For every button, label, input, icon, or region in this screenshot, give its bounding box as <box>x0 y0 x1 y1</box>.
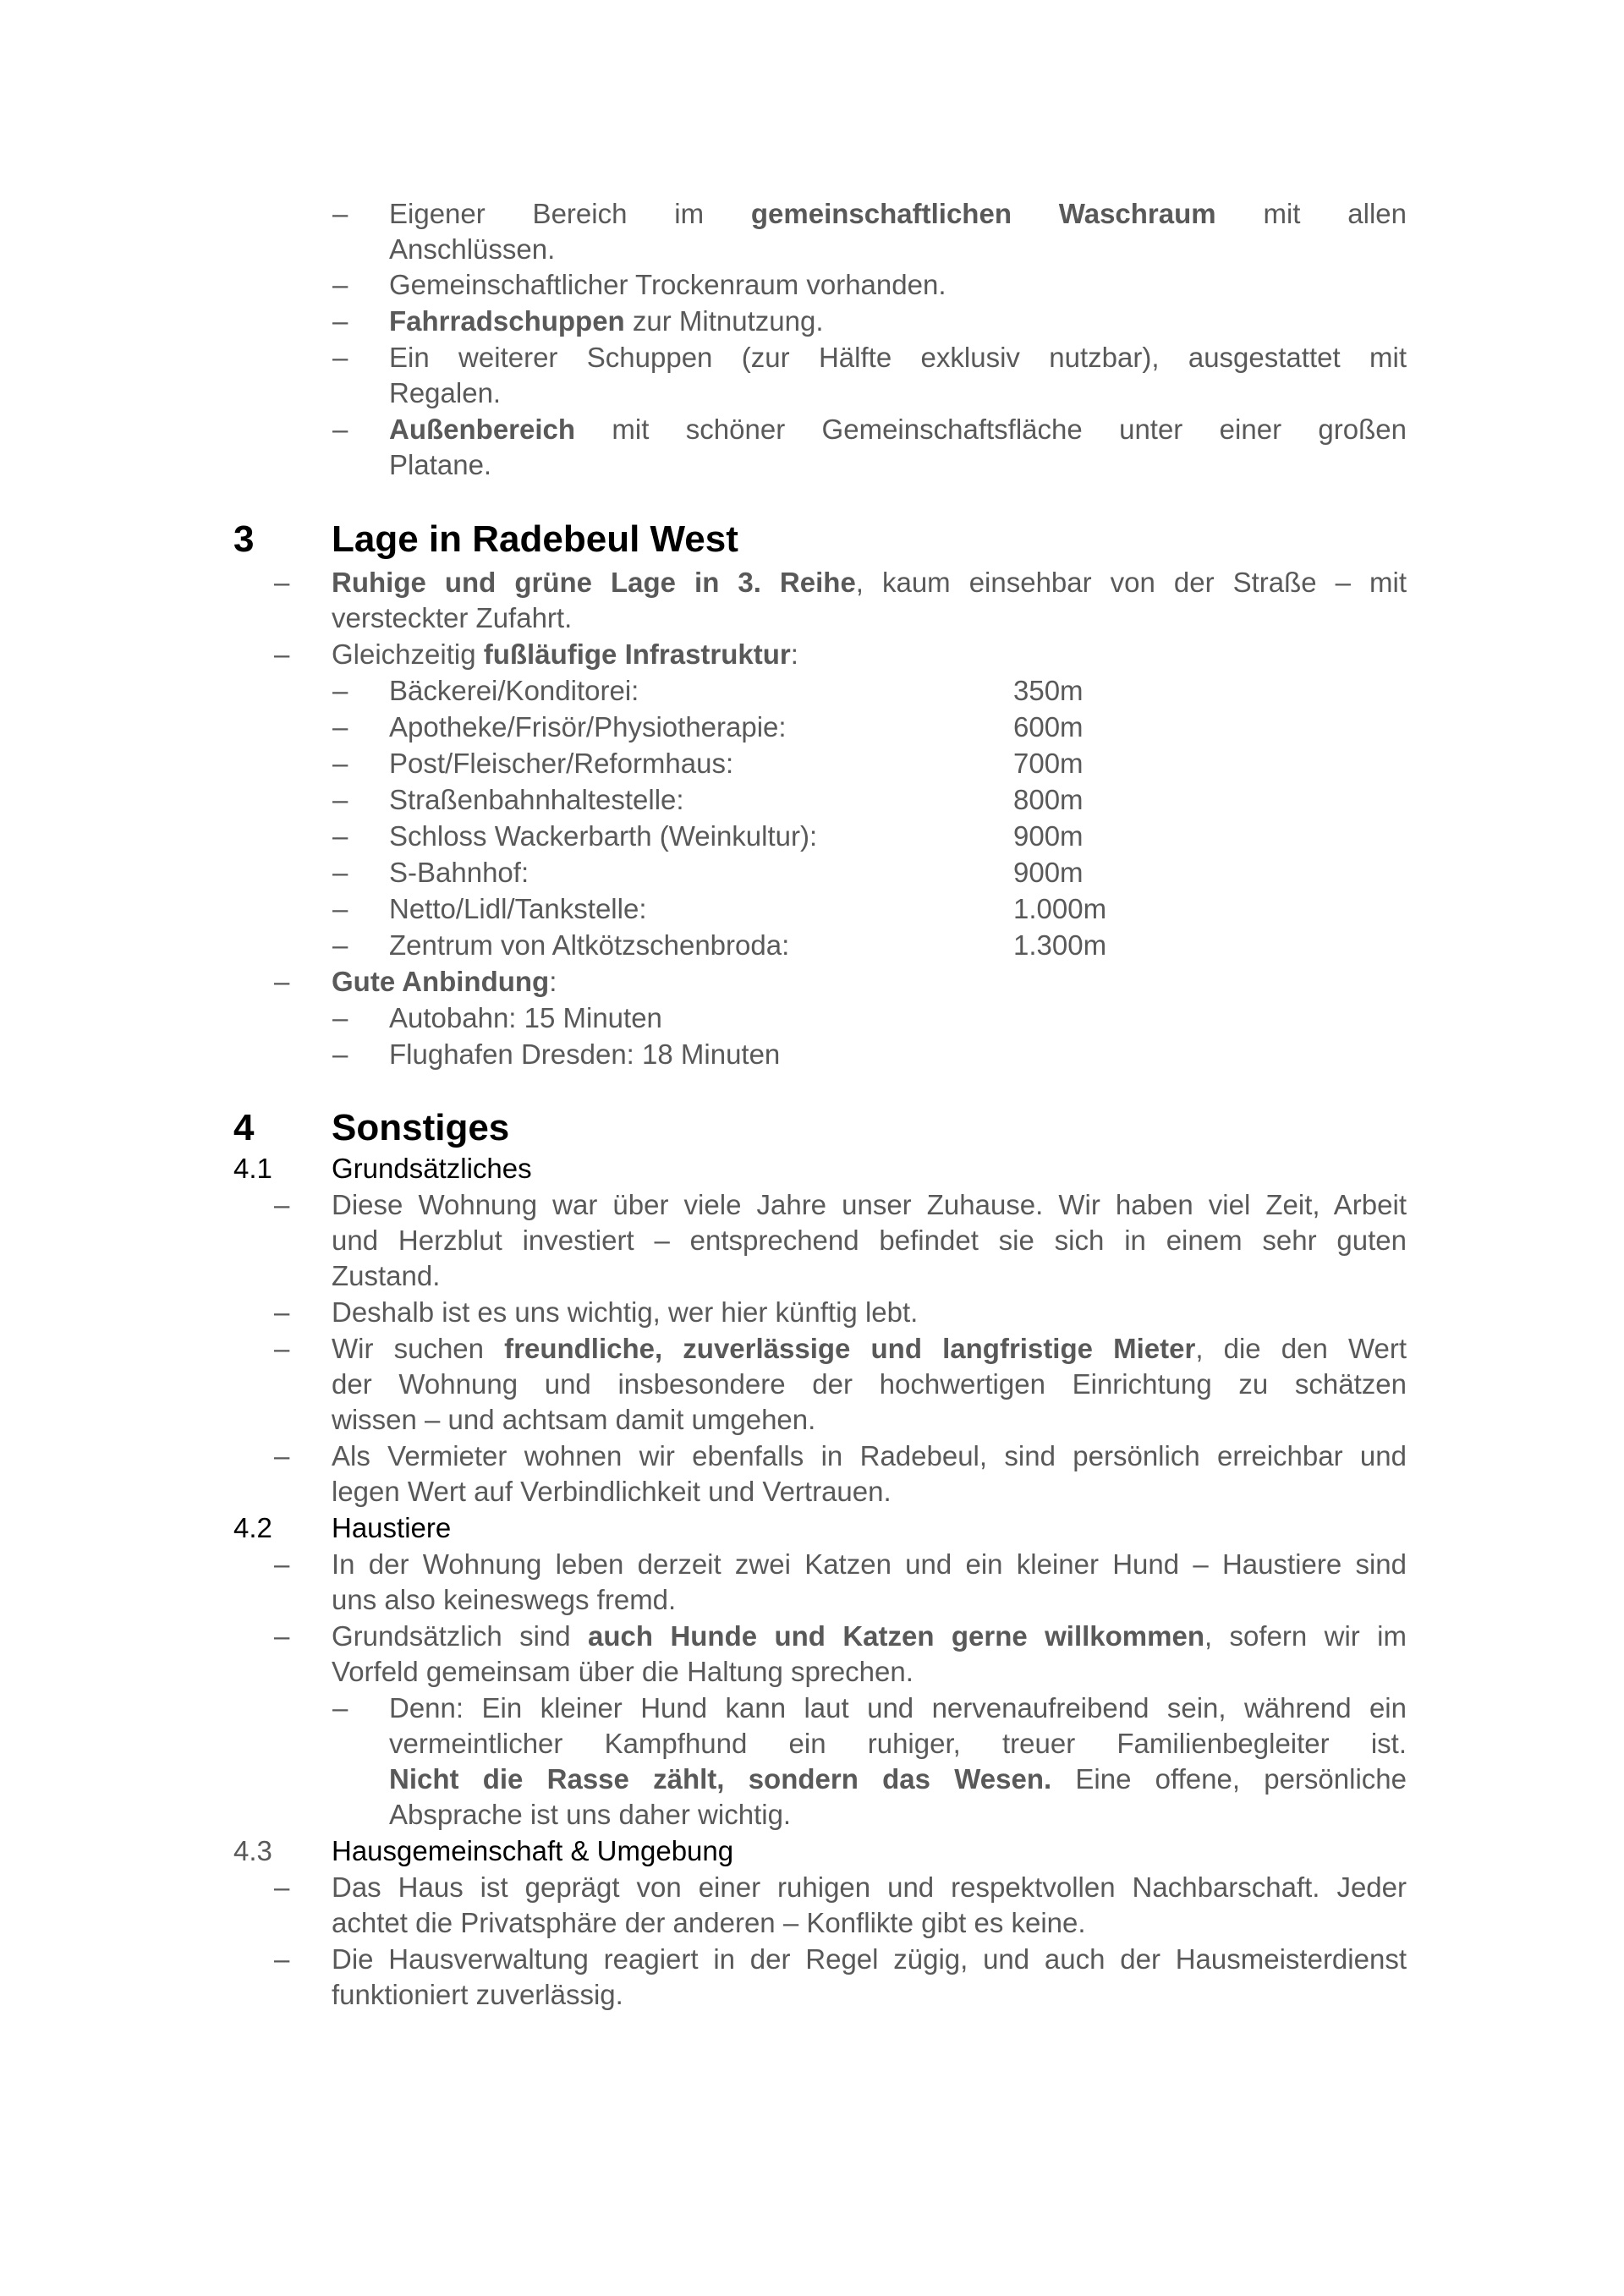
list-item-continuation: uns also keineswegs fremd. <box>332 1584 677 1615</box>
infrastructure-distance: 600m <box>1013 711 1084 743</box>
list-dash: – <box>274 1871 290 1903</box>
list-item: Grundsätzlich sind auch Hunde und Katzen gerne willkommen, sofern wir im <box>332 1620 1407 1652</box>
list-dash: – <box>332 784 348 815</box>
list-item-continuation: Regalen. <box>389 377 502 408</box>
list-item-continuation: der Wohnung und insbesondere der hochwertigen Einrichtung zu schätzen <box>332 1368 1407 1400</box>
list-dash: – <box>274 966 290 997</box>
list-item: Denn: Ein kleiner Hund kann laut und nervenaufreibend sein, während ein <box>389 1692 1407 1723</box>
list-dash: – <box>274 1296 290 1328</box>
list-item-continuation: legen Wert auf Verbindlichkeit und Vertrauen. <box>332 1476 892 1507</box>
subsection-number: 4.3 <box>233 1835 272 1866</box>
list-item-continuation: Nicht die Rasse zählt, sondern das Wesen. Eine offene, persönliche <box>389 1763 1407 1795</box>
list-item: Gemeinschaftlicher Trockenraum vorhanden. <box>389 269 946 300</box>
section-number: 3 <box>233 518 255 560</box>
list-item: Gute Anbindung: <box>332 966 557 997</box>
subsection-title: Grundsätzliches <box>332 1153 532 1184</box>
list-dash: – <box>332 820 348 852</box>
list-dash: – <box>332 269 348 300</box>
infrastructure-distance: 1.300m <box>1013 929 1107 961</box>
infrastructure-label: Apotheke/Frisör/Physiotherapie: <box>389 711 787 743</box>
list-item: Ruhige und grüne Lage in 3. Reihe, kaum einsehbar von der Straße – mit <box>332 567 1407 598</box>
list-item: Deshalb ist es uns wichtig, wer hier künftig lebt. <box>332 1296 919 1328</box>
list-dash: – <box>332 342 348 373</box>
list-item-continuation: Anschlüssen. <box>389 233 556 265</box>
list-dash: – <box>332 857 348 888</box>
infrastructure-distance: 800m <box>1013 784 1084 815</box>
list-item: Außenbereich mit schöner Gemeinschaftsfläche unter einer großen <box>389 414 1407 445</box>
list-item: Die Hausverwaltung reagiert in der Regel zügig, und auch der Hausmeisterdienst <box>332 1943 1407 1975</box>
list-dash: – <box>332 748 348 779</box>
list-item: Gleichzeitig fußläufige Infrastruktur: <box>332 638 798 670</box>
list-item: Flughafen Dresden: 18 Minuten <box>389 1038 781 1070</box>
list-item: Wir suchen freundliche, zuverlässige und langfristige Mieter, die den Wert <box>332 1333 1407 1364</box>
subsection-title: Hausgemeinschaft & Umgebung <box>332 1835 734 1866</box>
list-dash: – <box>332 1038 348 1070</box>
list-dash: – <box>332 305 348 337</box>
list-item: In der Wohnung leben derzeit zwei Katzen und ein kleiner Hund – Haustiere sind <box>332 1548 1407 1580</box>
subsection-number: 4.2 <box>233 1512 272 1543</box>
list-dash: – <box>274 1943 290 1975</box>
infrastructure-label: Zentrum von Altkötzschenbroda: <box>389 929 790 961</box>
list-dash: – <box>274 1333 290 1364</box>
list-item-continuation: wissen – und achtsam damit umgehen. <box>332 1404 816 1435</box>
list-item-continuation: vermeintlicher Kampfhund ein ruhiger, treuer Familienbegleiter ist. <box>389 1728 1407 1759</box>
list-dash: – <box>274 1620 290 1652</box>
infrastructure-label: Straßenbahnhaltestelle: <box>389 784 684 815</box>
infrastructure-distance: 900m <box>1013 820 1084 852</box>
list-dash: – <box>332 711 348 743</box>
list-dash: – <box>274 1548 290 1580</box>
infrastructure-distance: 350m <box>1013 675 1084 706</box>
list-dash: – <box>274 638 290 670</box>
list-item-continuation: achtet die Privatsphäre der anderen – Konflikte gibt es keine. <box>332 1907 1086 1938</box>
infrastructure-label: S-Bahnhof: <box>389 857 529 888</box>
list-item: Das Haus ist geprägt von einer ruhigen und respektvollen Nachbarschaft. Jeder <box>332 1871 1407 1903</box>
infrastructure-label: Post/Fleischer/Reformhaus: <box>389 748 734 779</box>
infrastructure-label: Schloss Wackerbarth (Weinkultur): <box>389 820 818 852</box>
list-dash: – <box>332 1692 348 1723</box>
infrastructure-distance: 900m <box>1013 857 1084 888</box>
list-dash: – <box>332 1002 348 1033</box>
subsection-number: 4.1 <box>233 1153 272 1184</box>
infrastructure-distance: 1.000m <box>1013 893 1107 924</box>
list-dash: – <box>274 567 290 598</box>
list-item: Autobahn: 15 Minuten <box>389 1002 662 1033</box>
list-dash: – <box>332 675 348 706</box>
list-dash: – <box>332 929 348 961</box>
list-item: Eigener Bereich im gemeinschaftlichen Waschraum mit allen <box>389 198 1407 229</box>
section-title: Sonstiges <box>332 1107 510 1148</box>
subsection-title: Haustiere <box>332 1512 452 1543</box>
list-item-continuation: Vorfeld gemeinsam über die Haltung sprechen. <box>332 1656 914 1687</box>
list-item: Diese Wohnung war über viele Jahre unser Zuhause. Wir haben viel Zeit, Arbeit <box>332 1189 1407 1220</box>
list-item: Als Vermieter wohnen wir ebenfalls in Radebeul, sind persönlich erreichbar und <box>332 1440 1407 1471</box>
list-dash: – <box>332 198 348 229</box>
list-dash: – <box>332 414 348 445</box>
infrastructure-label: Bäckerei/Konditorei: <box>389 675 639 706</box>
infrastructure-label: Netto/Lidl/Tankstelle: <box>389 893 647 924</box>
list-item: Ein weiterer Schuppen (zur Hälfte exklusiv nutzbar), ausgestattet mit <box>389 342 1407 373</box>
list-item-continuation: Platane. <box>389 449 492 480</box>
list-item-continuation: und Herzblut investiert – entsprechend befindet sie sich in einem sehr guten <box>332 1225 1407 1256</box>
list-item-continuation: versteckter Zufahrt. <box>332 602 573 633</box>
list-item-continuation: funktioniert zuverlässig. <box>332 1979 623 2010</box>
section-number: 4 <box>233 1107 255 1148</box>
list-item: Fahrradschuppen zur Mitnutzung. <box>389 305 824 337</box>
list-dash: – <box>274 1189 290 1220</box>
list-item-continuation: Absprache ist uns daher wichtig. <box>389 1799 792 1830</box>
list-dash: – <box>274 1440 290 1471</box>
section-title: Lage in Radebeul West <box>332 518 738 560</box>
list-item-continuation: Zustand. <box>332 1260 441 1291</box>
infrastructure-distance: 700m <box>1013 748 1084 779</box>
list-dash: – <box>332 893 348 924</box>
